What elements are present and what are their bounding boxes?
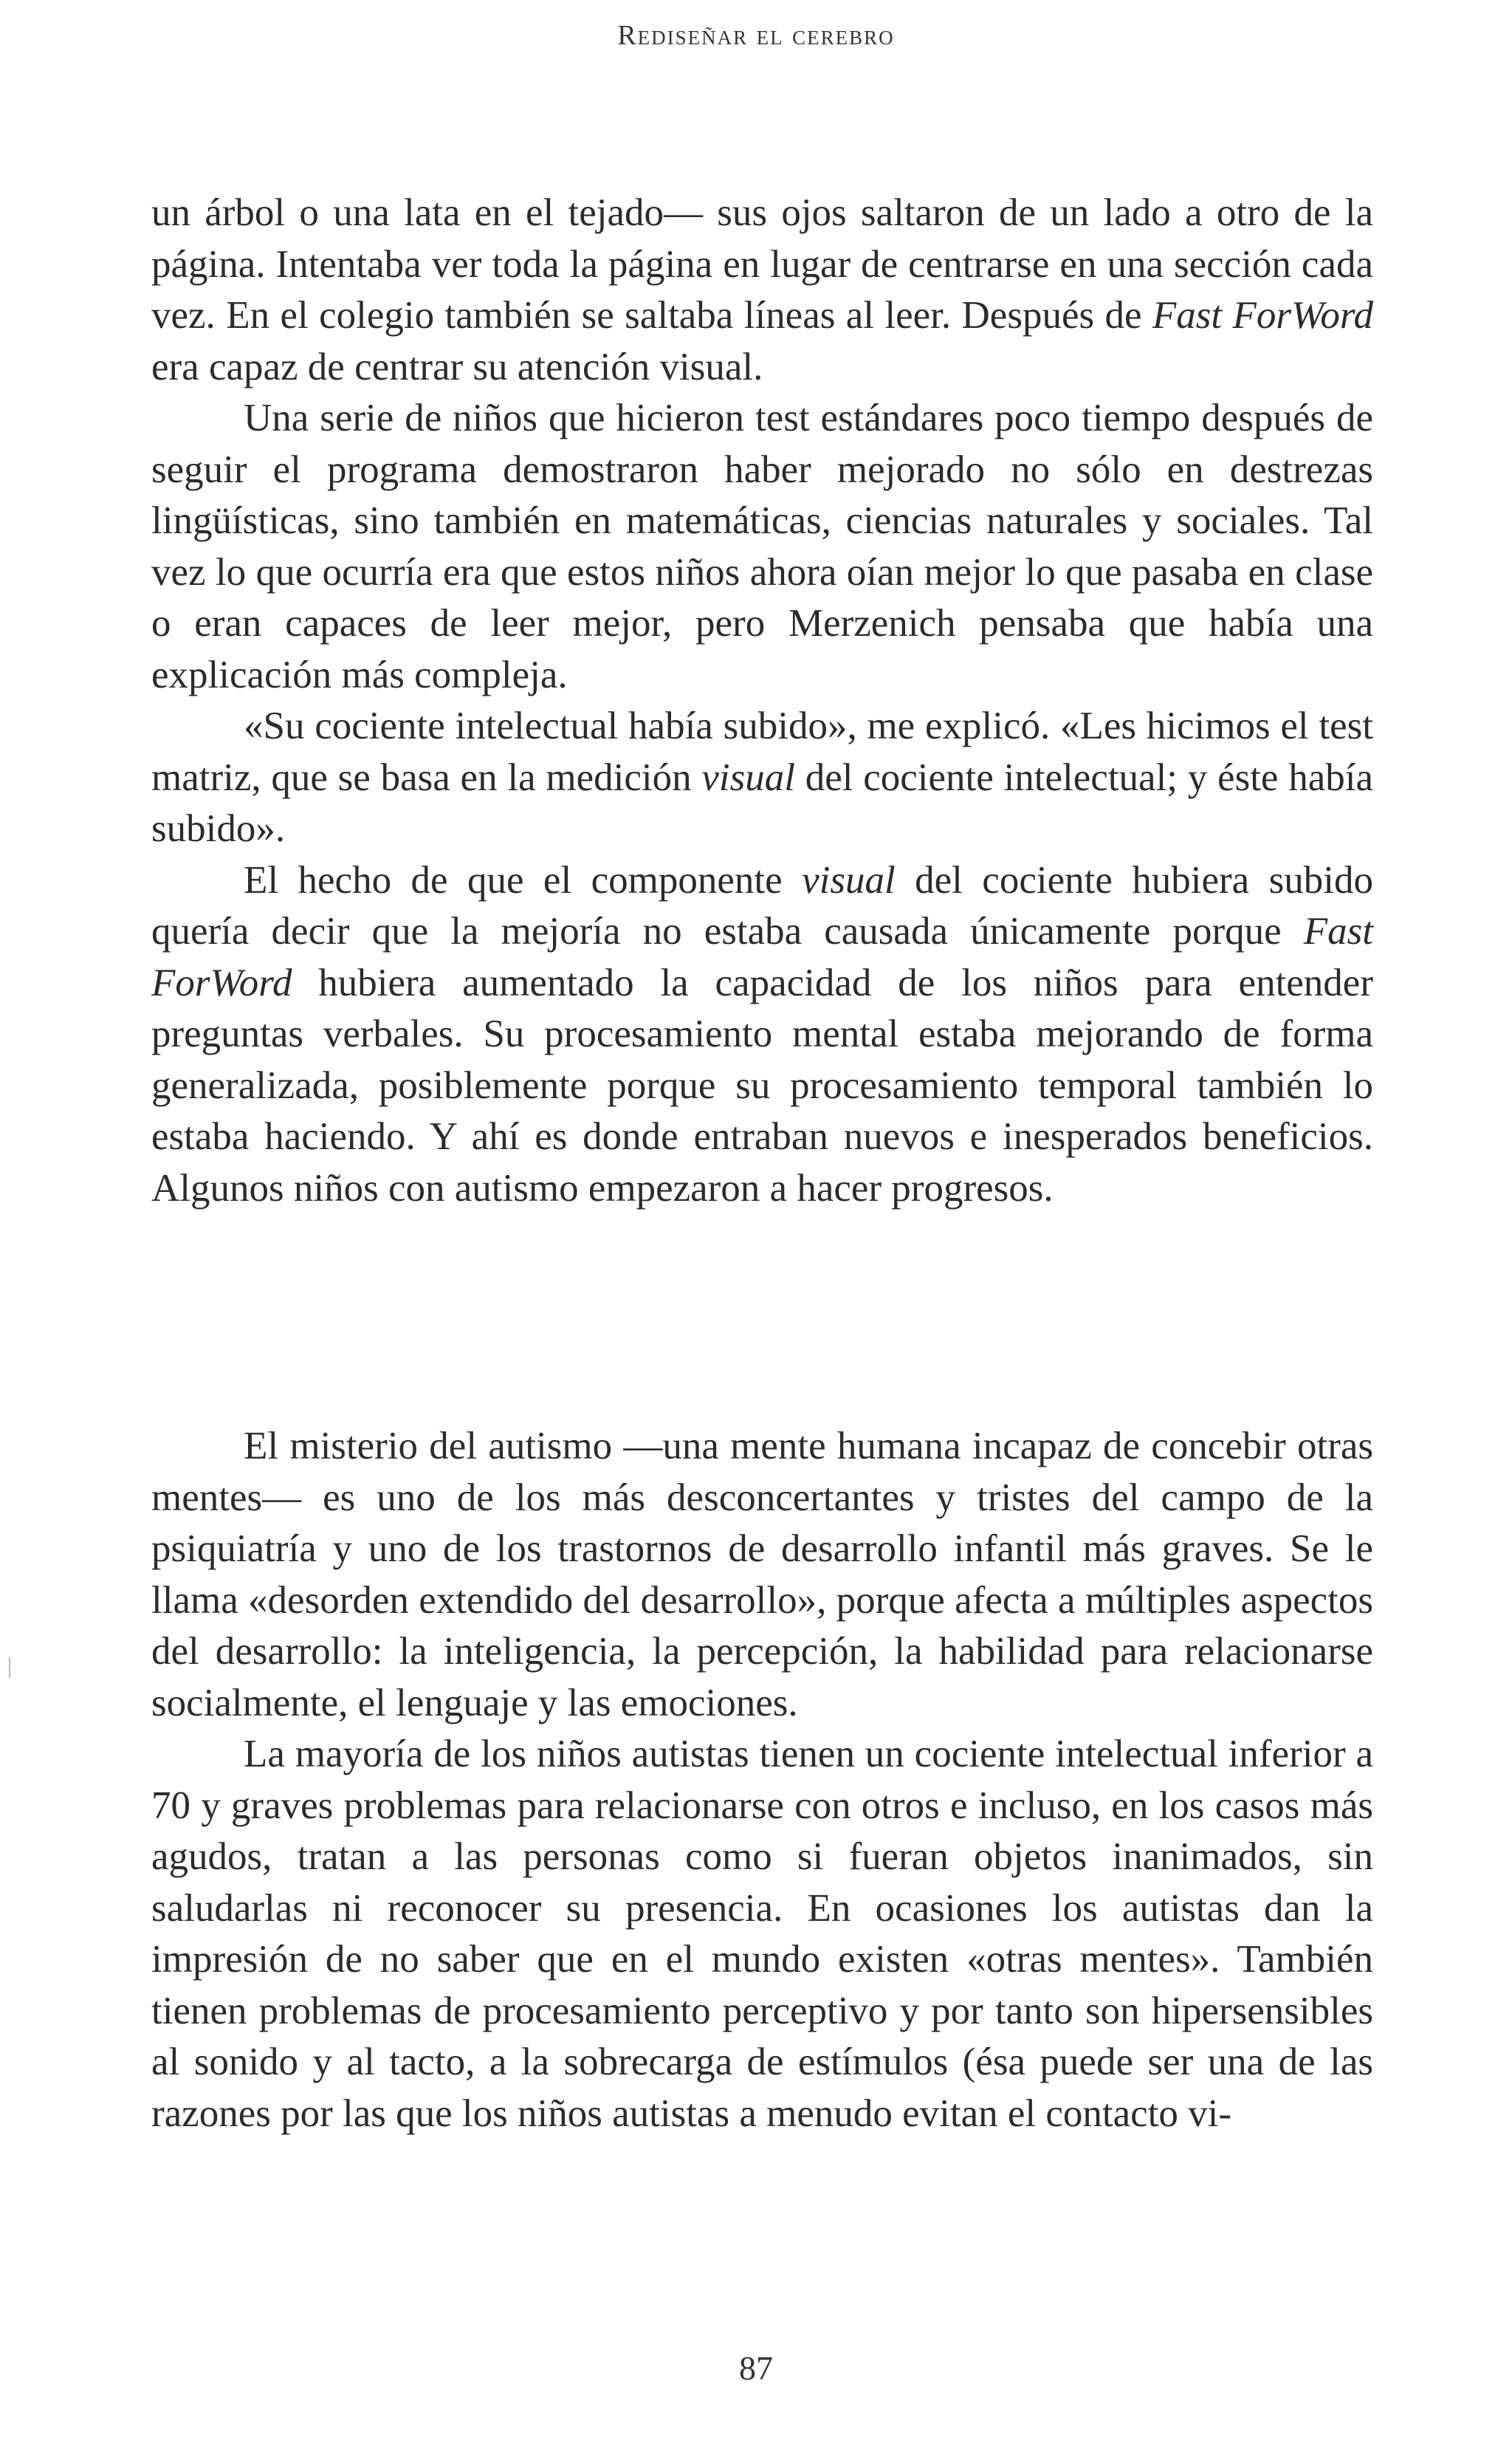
text-block-top — [151, 188, 1373, 1214]
page-number: 87 — [739, 2349, 773, 2387]
emphasis: visual — [701, 755, 795, 799]
margin-mark — [9, 1657, 10, 1678]
emphasis: visual — [802, 858, 896, 902]
paragraph: La mayoría de los niños autistas tienen un cociente intelectual inferior a 70 y graves problemas para relacionarse con otros e incluso, en los casos más agudos, tratan a las personas como si fueran objetos inanimados, sin saludarlas ni reconocer su presencia. En ocasiones los autistas dan la impresión de no saber que en el mundo existen «otras mentes». También tienen problemas de procesamiento perceptivo y por tanto son hipersensibles al sonido y al tacto, a la sobrecarga de estímulos (ésa puede ser una de las razones por las que los niños autistas a menudo evitan el contacto vi- — [151, 1733, 1373, 2135]
text-block-bottom — [151, 1421, 1373, 2139]
paragraph: El hecho de que el componente visual del cociente hubiera subido quería decir que la mejoría no estaba causada únicamente porque Fast ForWord hubiera aumentado la capacidad de los niños para entender preguntas verbales. Su procesamiento mental estaba mejorando de forma generalizada, posiblemente porque su procesamiento temporal también lo estaba haciendo. Y ahí es donde entraban nuevos e inesperados beneficios. Algunos niños con autismo empezaron a hacer progresos. — [151, 858, 1373, 1210]
running-head: Rediseñar el cerebro — [617, 20, 895, 51]
program-title: Fast ForWord — [1152, 294, 1373, 337]
paragraph: Una serie de niños que hicieron test estándares poco tiempo después de seguir el programa demostraron haber mejorado no sólo en destrezas lingüísticas, sino también en matemáticas, ciencias naturales y sociales. Tal vez lo que ocurría era que estos niños ahora oían mejor lo que pasaba en clase o eran capaces de leer mejor, pero Merzenich pensaba que había una explicación más compleja. — [151, 397, 1373, 696]
paragraph-quote: «Su cociente intelectual había subido», me explicó. «Les hicimos el test matriz, que se basa en la medición visual del cociente intelectual; y éste había subido». — [151, 705, 1373, 850]
paragraph-continuation: un árbol o una lata en el tejado— sus ojos saltaron de un lado a otro de la página. Intentaba ver toda la página en lugar de centrarse en una sección cada vez. En el colegio también se saltaba líneas al leer. Después de Fast ForWord era capaz de centrar su atención visual. — [151, 191, 1373, 388]
paragraph: El misterio del autismo —una mente humana incapaz de concebir otras mentes— es uno de los más desconcertantes y tristes del campo de la psiquiatría y uno de los trastornos de desarrollo infantil más graves. Se le llama «desorden extendido del desarrollo», porque afecta a múltiples aspectos del desarrollo: la inteligencia, la percepción, la habilidad para relacionarse socialmente, el lenguaje y las emociones. — [151, 1425, 1373, 1724]
program-title: Fast ForWord — [151, 910, 1373, 1004]
